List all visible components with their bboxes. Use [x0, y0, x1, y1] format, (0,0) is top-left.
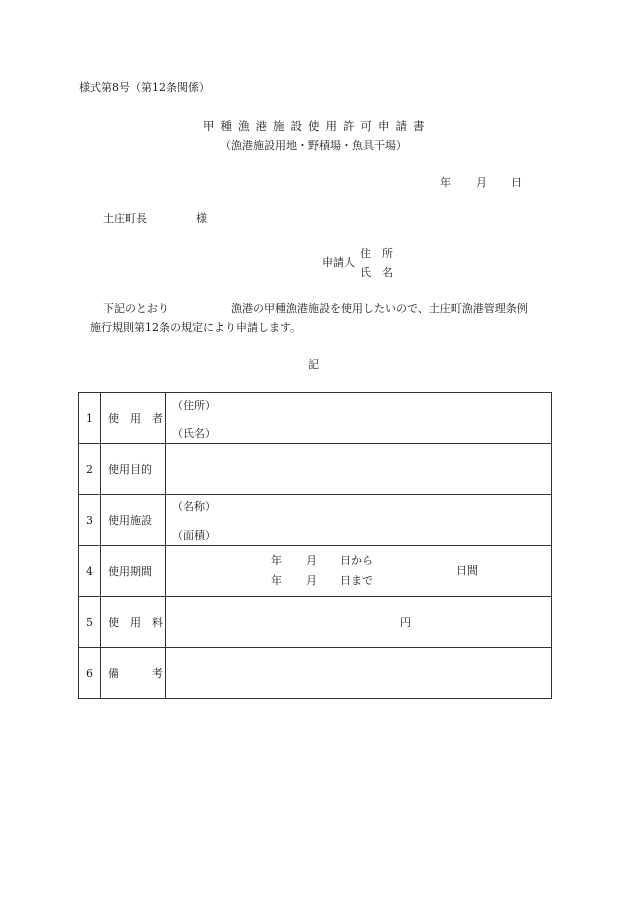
fee-label: 使 用 料 — [108, 616, 163, 629]
applicant-name-label: 氏 名 — [360, 266, 393, 279]
table-row — [79, 444, 552, 495]
addressee-honorific: 様 — [196, 212, 207, 225]
purpose-value-cell[interactable] — [166, 444, 552, 495]
period-value-cell[interactable] — [166, 546, 552, 597]
row-number: 5 — [79, 597, 101, 648]
date-day-label: 日 — [511, 176, 522, 189]
remarks-label: 備 考 — [108, 667, 163, 680]
application-table — [78, 392, 552, 699]
body-line1-start: 下記のとおり — [103, 302, 169, 315]
row-number: 2 — [79, 444, 101, 495]
addressee-name: 土庄町長 — [103, 212, 147, 225]
form-title: 甲種漁港施設使用許可申請書 — [203, 119, 431, 133]
user-label: 使 用 者 — [108, 412, 163, 425]
facility-name-label: （名称） — [172, 500, 216, 513]
period-from-year: 年 — [271, 554, 282, 567]
body-line1-end: 漁港の甲種漁港施設を使用したいので、土庄町漁港管理条例 — [231, 302, 528, 315]
facility-value-cell[interactable] — [166, 495, 552, 546]
form-subtitle: （漁港施設用地・野積場・魚具干場） — [220, 139, 407, 152]
row-label — [101, 444, 166, 495]
date-year-label: 年 — [440, 176, 451, 189]
row-number: 3 — [79, 495, 101, 546]
table-row — [79, 648, 552, 699]
fee-yen-label: 円 — [400, 616, 411, 629]
remarks-value-cell[interactable] — [166, 648, 552, 699]
facility-area-label: （面積） — [172, 529, 216, 542]
row-label — [101, 597, 166, 648]
period-to-suffix: 日まで — [340, 574, 373, 587]
period-to-year: 年 — [271, 574, 282, 587]
row-number: 4 — [79, 546, 101, 597]
row-label — [101, 393, 166, 444]
table-row — [79, 546, 552, 597]
period-to-month: 月 — [306, 574, 317, 587]
facility-label: 使用施設 — [108, 514, 152, 527]
period-label: 使用期間 — [108, 565, 152, 578]
user-address-label: （住所） — [172, 399, 216, 412]
user-value-cell[interactable] — [166, 393, 552, 444]
date-month-label: 月 — [476, 176, 487, 189]
applicant-address-label: 住 所 — [360, 247, 393, 260]
table-row — [79, 597, 552, 648]
fee-value-cell[interactable] — [166, 597, 552, 648]
note-heading: 記 — [308, 358, 319, 371]
period-from-month: 月 — [306, 554, 317, 567]
period-from-suffix: 日から — [340, 554, 373, 567]
row-label — [101, 648, 166, 699]
applicant-label: 申請人 — [322, 256, 355, 269]
table-row — [79, 495, 552, 546]
row-label — [101, 546, 166, 597]
form-number: 様式第8号（第12条関係） — [79, 81, 210, 94]
user-name-label: （氏名） — [172, 427, 216, 440]
body-line2: 施行規則第12条の規定により申請します。 — [90, 321, 302, 334]
row-number: 1 — [79, 393, 101, 444]
period-days-label: 日間 — [456, 564, 478, 577]
table-row — [79, 393, 552, 444]
row-number: 6 — [79, 648, 101, 699]
row-label — [101, 495, 166, 546]
purpose-label: 使用目的 — [108, 463, 152, 476]
